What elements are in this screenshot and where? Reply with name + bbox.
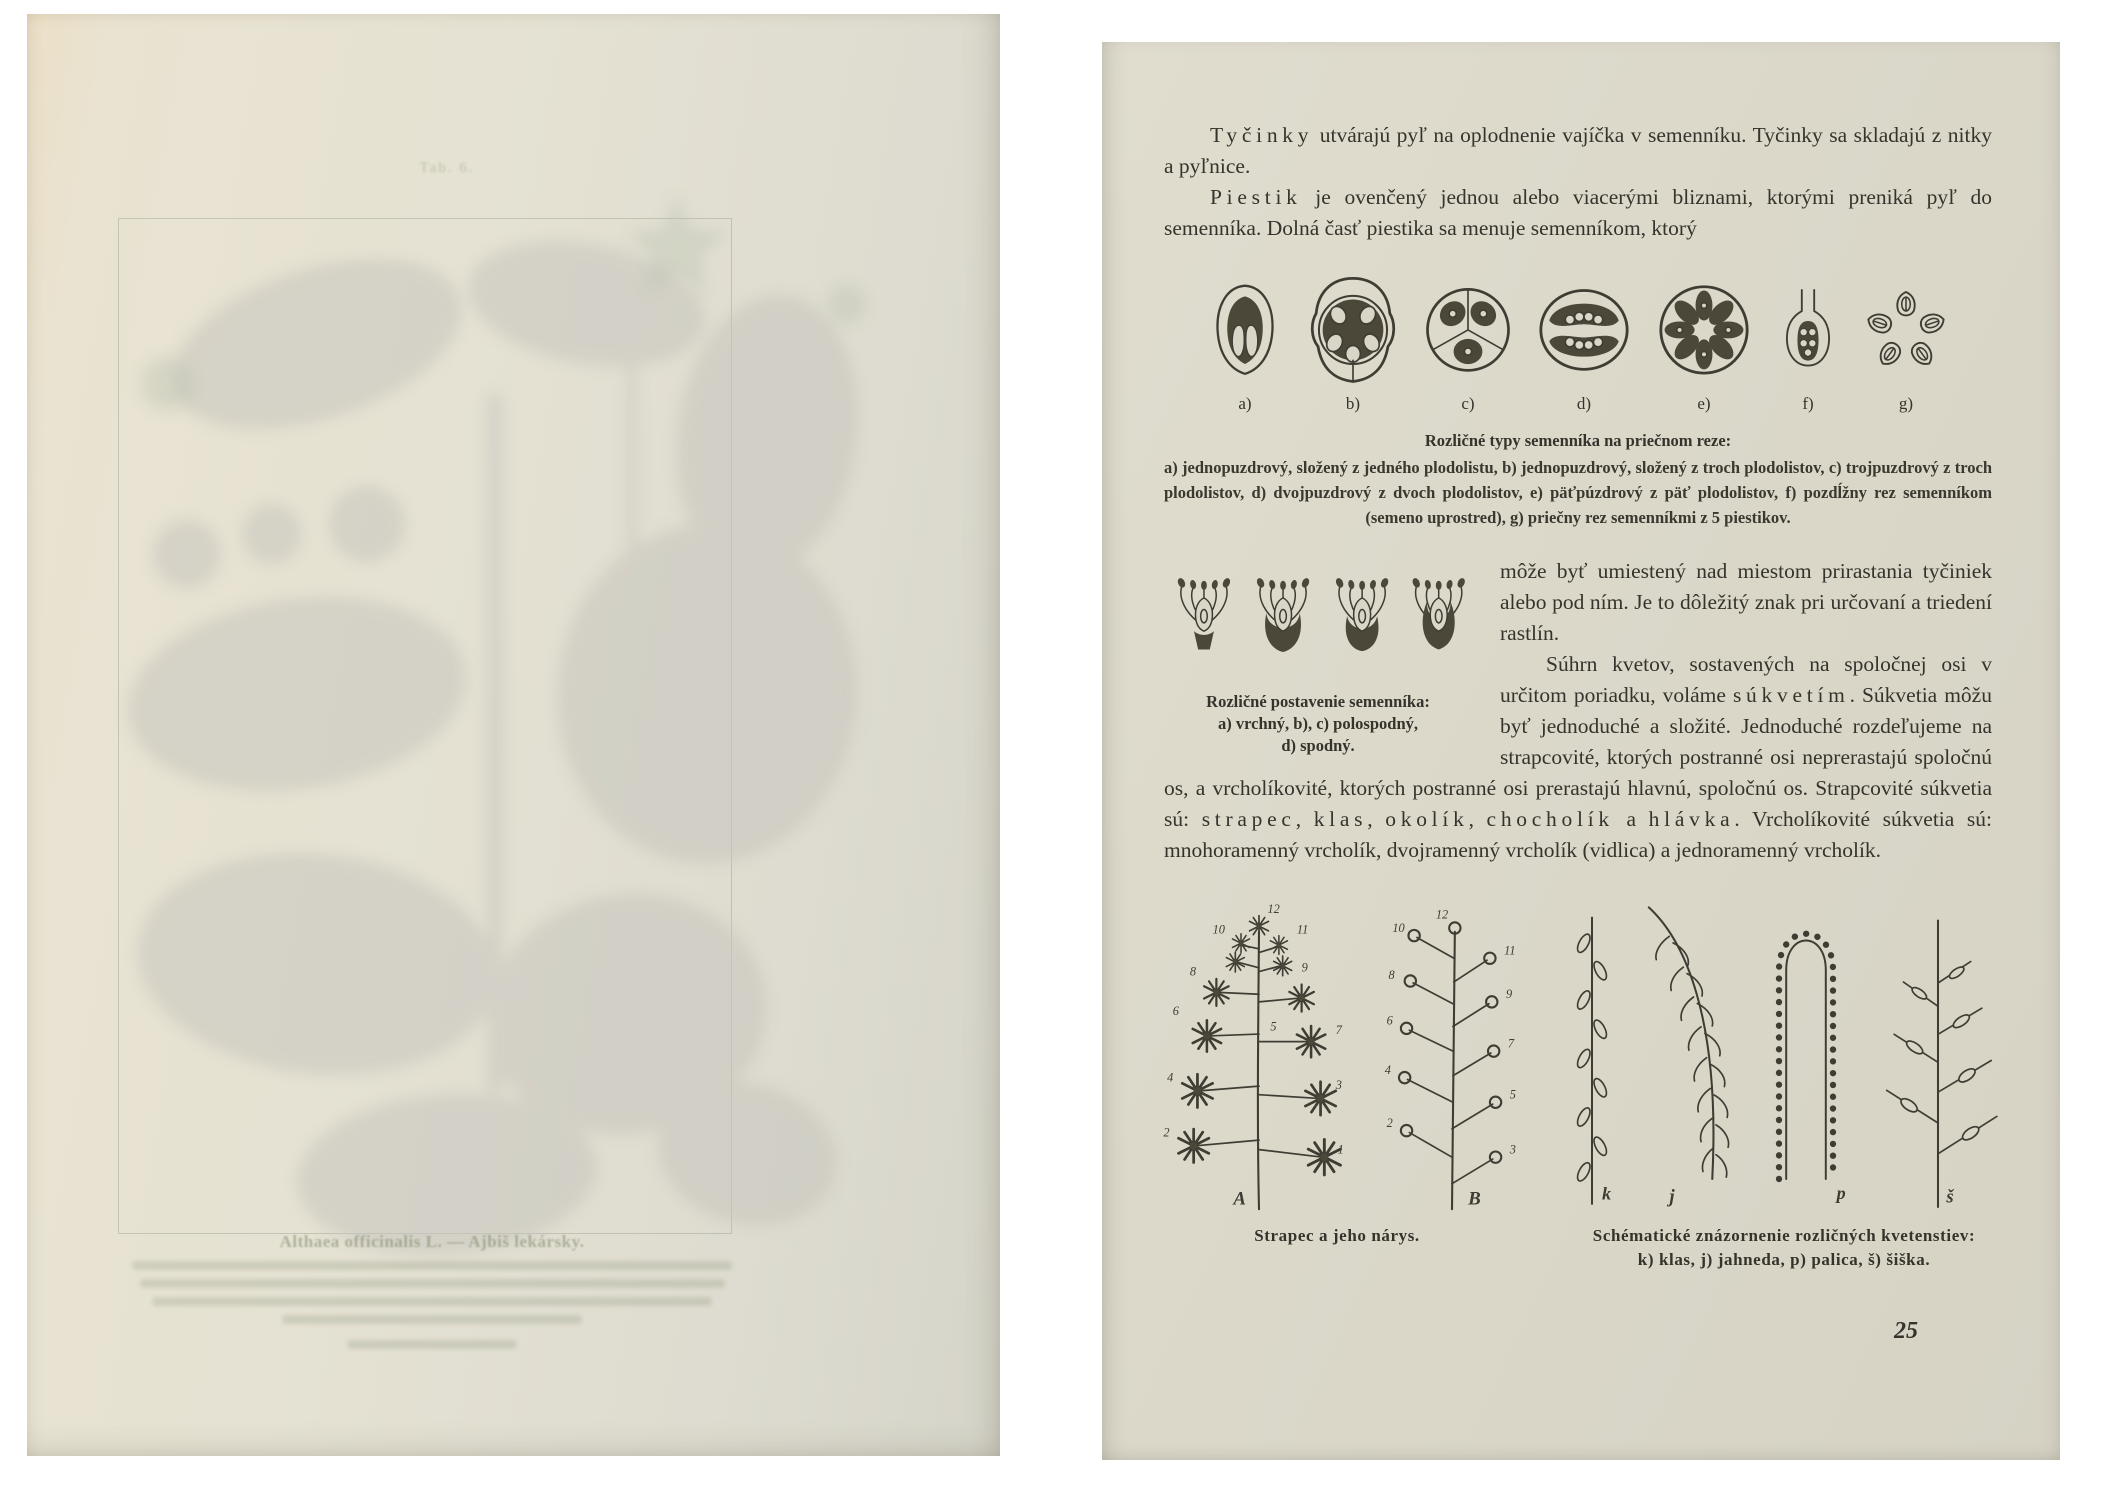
- ovary-half-inferior-1: [1255, 577, 1310, 652]
- spike-drawing-k: [1560, 892, 1624, 1214]
- svg-text:1: 1: [1337, 1142, 1344, 1157]
- paragraph-ovary-position: môže byť umiestený nad miestom prirastania tyčiniek alebo pod ním. Je to dôležitý znak pri určovaní a triedení rastlín.: [1500, 559, 1992, 645]
- lead-word: Piestik: [1210, 185, 1302, 209]
- plate-caption-block: [122, 1232, 742, 1349]
- illegible-text-line: [132, 1261, 732, 1270]
- figure-ovary-cross-sections: [1164, 268, 1992, 414]
- svg-text:11: 11: [1296, 922, 1309, 937]
- plate-caption-title: Althaea officinalis L. — Ajbiš lekársky.: [279, 1232, 585, 1251]
- svg-text:7: 7: [1335, 1023, 1342, 1038]
- svg-text:B: B: [1468, 1188, 1481, 1210]
- raceme-figure-group: [1148, 892, 1526, 1272]
- svg-text:j: j: [1669, 1186, 1675, 1208]
- illegible-text-line: [152, 1297, 712, 1306]
- ovary-inferior: [1411, 577, 1466, 650]
- svg-text:5: 5: [1270, 1019, 1277, 1034]
- cross-section-b: b): [1307, 268, 1399, 414]
- raceme-drawing-B: [1378, 892, 1526, 1214]
- cross-section-a: a): [1207, 268, 1283, 414]
- spadix-drawing-p: [1752, 892, 1860, 1214]
- cross-section-d: d): [1537, 268, 1631, 414]
- ovary-superior: [1176, 577, 1231, 650]
- svg-text:4: 4: [1167, 1070, 1174, 1085]
- plate-label-ghost: Tab. 6.: [419, 160, 475, 176]
- raceme-caption: Strapec a jeho nárys.: [1254, 1226, 1420, 1245]
- cone-drawing-s: [1868, 892, 2008, 1214]
- svg-text:12: 12: [1435, 907, 1449, 922]
- page-number: 25: [1894, 1318, 1918, 1344]
- ovary-position-section: [1164, 556, 1992, 866]
- cross-section-g: g): [1863, 268, 1949, 414]
- svg-text:10: 10: [1392, 920, 1405, 935]
- illegible-text-line: [347, 1340, 517, 1349]
- svg-text:7: 7: [1507, 1036, 1515, 1051]
- ovary-half-inferior-2: [1335, 577, 1390, 651]
- cross-section-c: c): [1423, 268, 1513, 414]
- svg-text:11: 11: [1504, 943, 1516, 958]
- svg-text:p: p: [1836, 1182, 1846, 1203]
- svg-text:4: 4: [1384, 1062, 1391, 1077]
- svg-text:12: 12: [1267, 901, 1280, 916]
- svg-text:2: 2: [1163, 1125, 1170, 1140]
- raceme-drawing-A: [1148, 892, 1370, 1214]
- paragraph-inflorescences: Súhrn kvetov, sostavených na spoločnej osi v určitom poriadku, voláme súkvetím. Súkvetia môžu byť jednoduché a složité. Jednoduché rozdeľujeme na strapcovité, ktorých postranné osi neprerastajú spoločnú os, a vrcholíkovité, ktorých postranné osi prerastajú hlavnú, spoločnú os. Strapcovité súkvetia sú: strapec, klas, okolík, chocholík a hlávka. Vrcholíkovité súkvetia sú: mnohoramenný vrcholík, dvojramenný vrcholík (vidlica) a jednoramenný vrcholík.: [1164, 652, 1993, 862]
- inflorescence-figures: [1164, 892, 1992, 1272]
- cross-sections-caption: Rozličné typy semenníka na priečnom reze: a) jednopuzdrový, složený z jedného plodolistu, b) jednopuzdrový, složený z troch plodolistov, c) trojpuzdrový z troch plodolistov, d) dvojpuzdrový z dvoch plodolistov, e) päťpúzdrový z päť plodolistov, f) pozdĺžny rez semenníkom (semeno uprostred), g) priečny rez semenníkmi z 5 piestikov.: [1164, 431, 1992, 527]
- svg-text:9: 9: [1505, 987, 1513, 1002]
- faded-botanical-illustration: [67, 134, 947, 1314]
- svg-text:10: 10: [1212, 922, 1225, 937]
- left-page-plate: [27, 14, 1000, 1456]
- svg-text:k: k: [1602, 1183, 1612, 1204]
- lead-word: Tyčinky: [1210, 123, 1314, 147]
- svg-text:8: 8: [1388, 968, 1395, 983]
- svg-text:6: 6: [1172, 1004, 1179, 1019]
- svg-text:5: 5: [1509, 1087, 1516, 1102]
- right-page-text: [1102, 42, 2060, 1460]
- illegible-text-line: [282, 1315, 582, 1324]
- svg-text:A: A: [1233, 1188, 1247, 1210]
- schematic-caption: Schématické znázornenie rozličných kvetenstiev: k) klas, j) jahneda, p) palica, š) šiška.: [1592, 1226, 1976, 1269]
- catkin-drawing-j: [1632, 892, 1744, 1214]
- svg-text:8: 8: [1189, 964, 1197, 979]
- svg-text:3: 3: [1335, 1077, 1342, 1092]
- paragraph-tycinky: Tyčinky utvárajú pyľ na oplodnenie vajíčka v semenníku. Tyčinky sa skladajú z nitky a pyľnice.: [1164, 123, 1992, 178]
- svg-text:9: 9: [1301, 960, 1308, 975]
- cross-section-f: f): [1777, 268, 1839, 414]
- svg-text:š: š: [1946, 1186, 1954, 1208]
- paragraph-piestik: Piestik je ovenčený jednou alebo viacerými bliznami, ktorými preniká pyľ do semenníka. Dolná časť piestika sa menuje semenníkom, ktorý: [1164, 185, 1992, 240]
- schematic-figure-group: [1560, 892, 2008, 1272]
- cross-section-e: e): [1655, 268, 1753, 414]
- figure-ovary-position: Rozličné postavenie semenníka: a) vrchný, b), c) polospodný, d) spodný.: [1164, 558, 1472, 757]
- svg-text:6: 6: [1386, 1013, 1393, 1028]
- svg-text:2: 2: [1386, 1115, 1393, 1130]
- svg-text:3: 3: [1509, 1142, 1516, 1157]
- illegible-text-line: [140, 1279, 725, 1288]
